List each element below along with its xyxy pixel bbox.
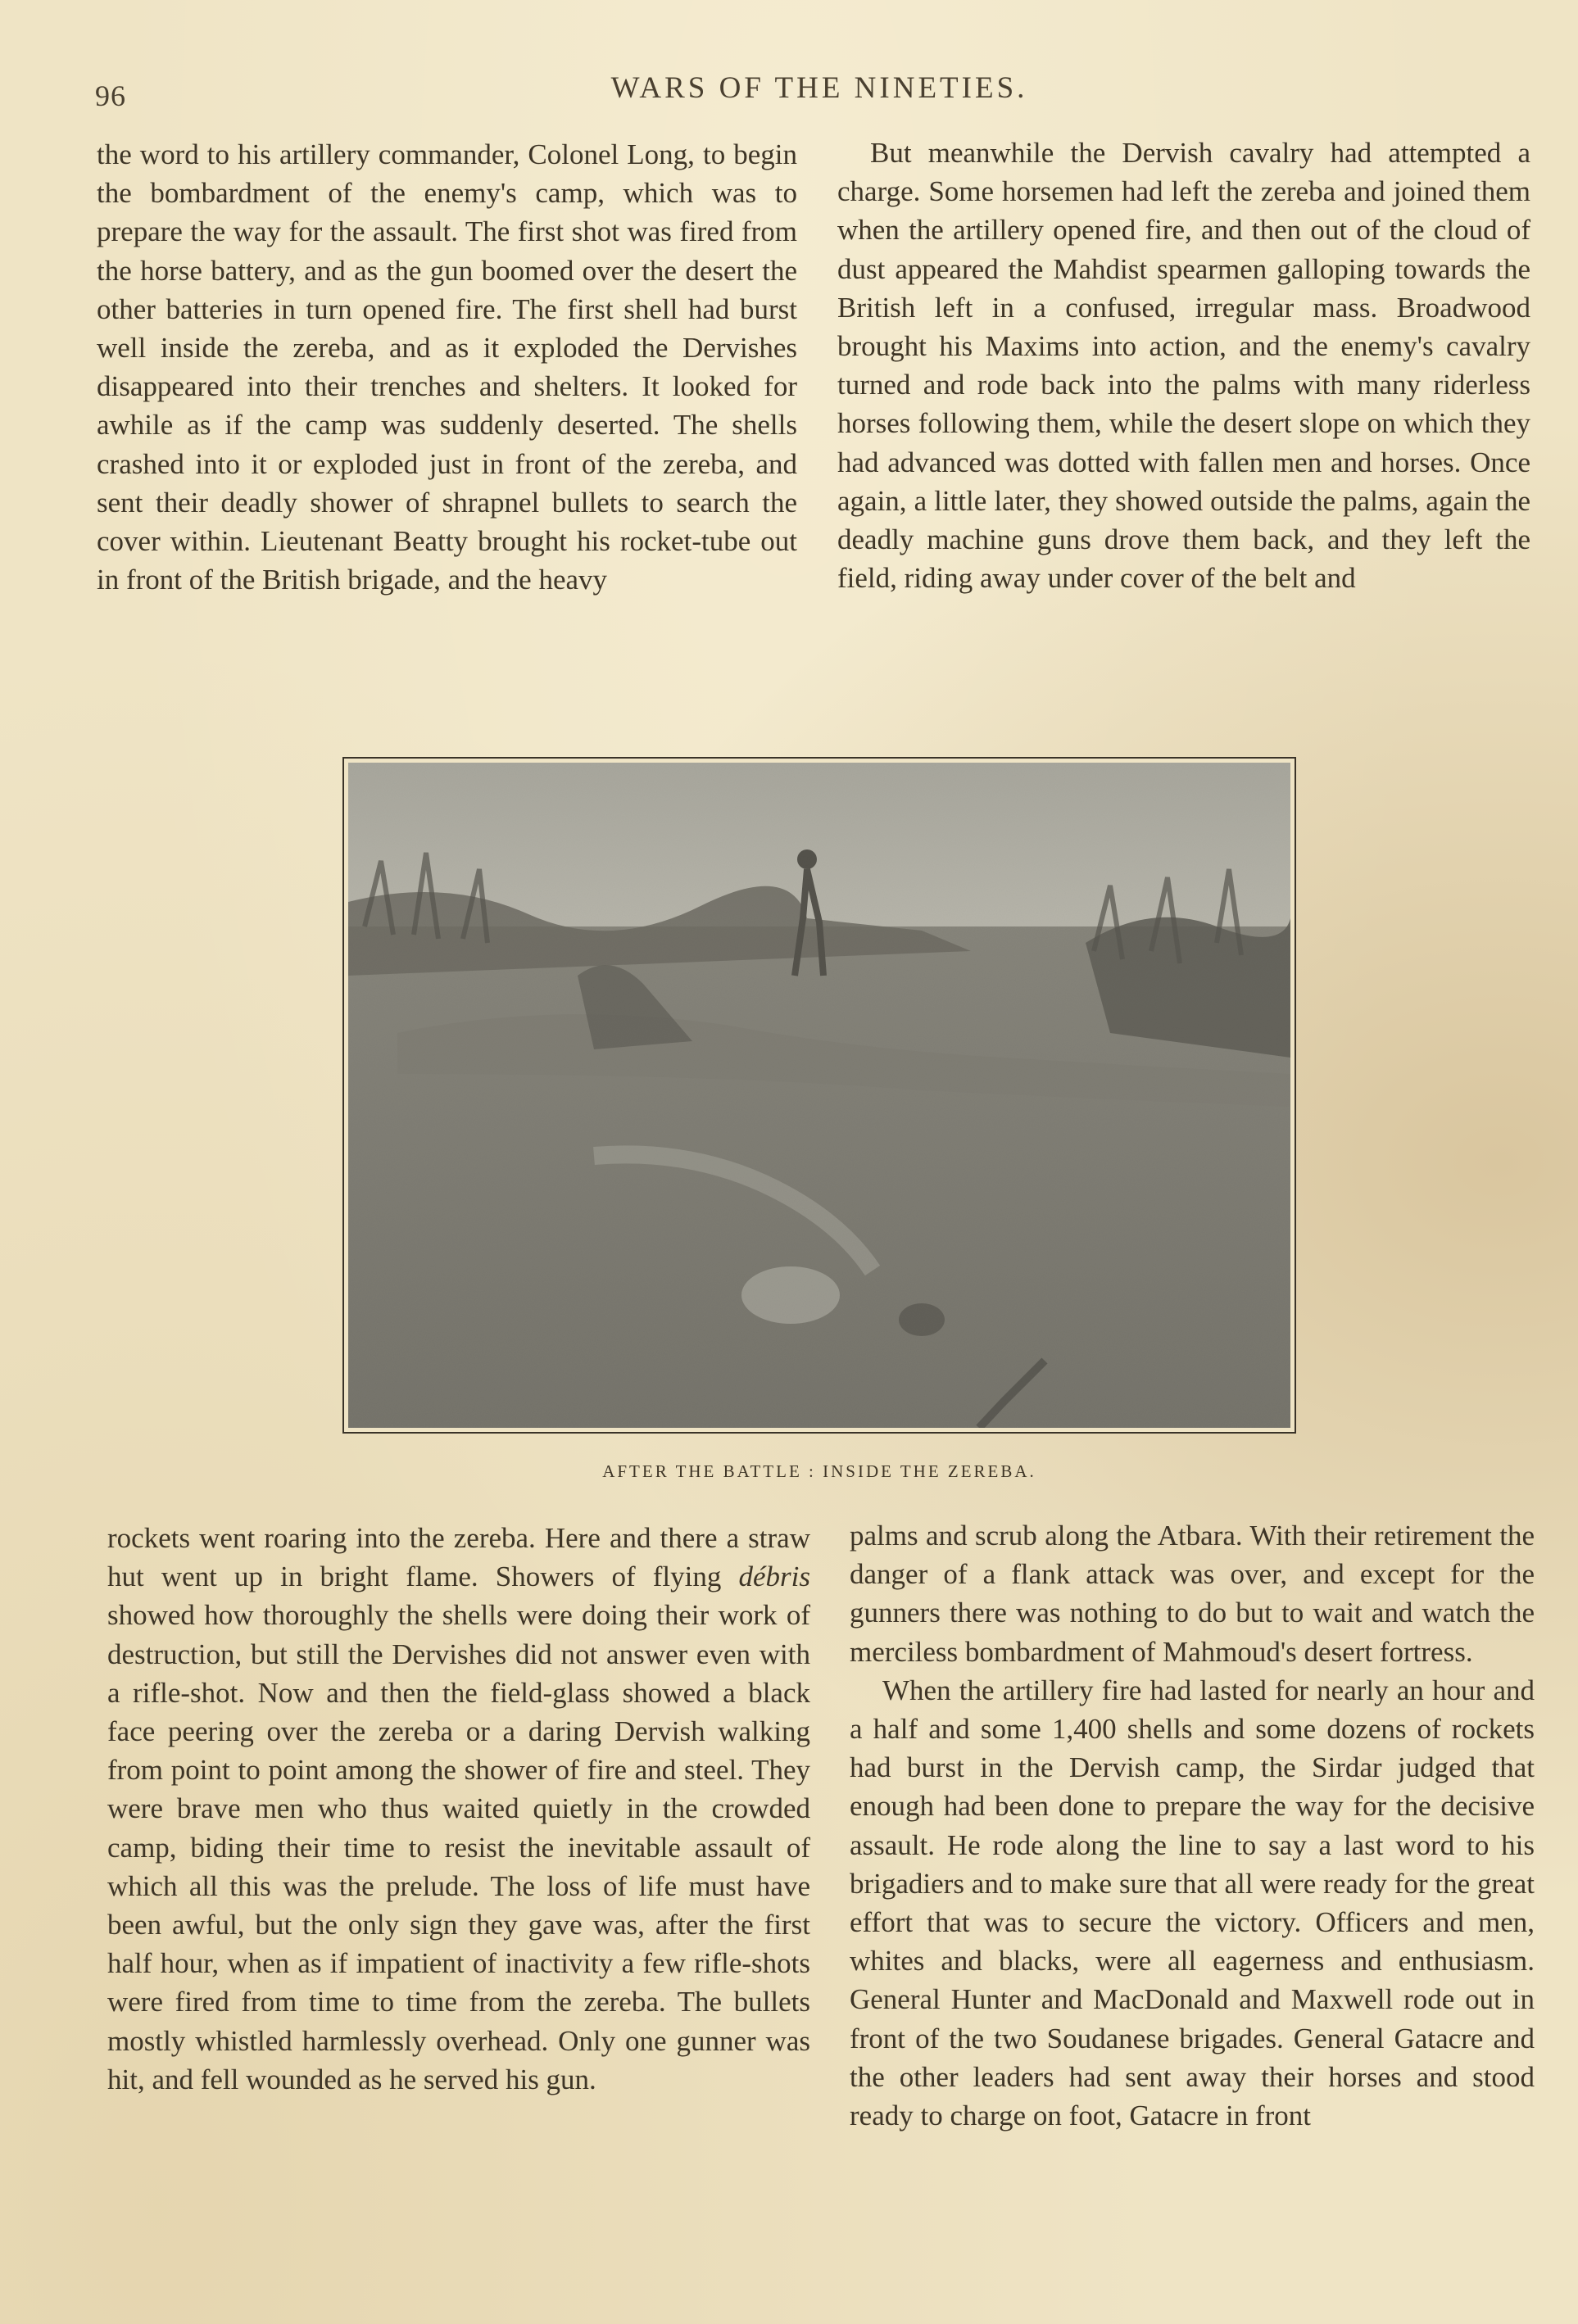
top-right-column [837, 134, 1530, 597]
text-segment: rockets went roaring into the zereba. Here and there a straw hut went up in bright flame. Showers of flying [107, 1522, 810, 1593]
top-left-column [97, 135, 797, 599]
bottom-right-paragraph-1: palms and scrub along the Atbara. With their retirement the danger of a flank attack was over, and except for the gunners there was nothing to do but to wait and watch the merciless bombardment of Mahmoud's desert fortress. [850, 1520, 1535, 1668]
running-head: WARS OF THE NINETIES. [610, 71, 1028, 105]
bottom-left-paragraph [107, 1519, 810, 2099]
text-segment: showed how thoroughly the shells were doing their work of destruction, but still the Dervishes did not answer even with a rifle-shot. Now and then the field-glass showed a black face peering over the zereba or a daring Dervish walking from point to point among the shower of fire and steel. They were brave men who thus waited quietly in the crowded camp, biding their time to resist the inevitable assault of which all this was the prelude. The loss of life must have been awful, but the only sign they gave was, after the first half hour, when as if impatient of inactivity a few rifle-shots were fired from time to time from the zereba. The bullets mostly whistled harmlessly overhead. Only one gunner was hit, and fell wounded as he served his gun. [107, 1599, 810, 2095]
page-number: 96 [95, 79, 126, 112]
top-left-paragraph: the word to his artillery commander, Colonel Long, to begin the bombardment of the enemy's camp, which was to prepare the way for the assault. The first shot was fired from the horse battery, and as the gun boomed over the desert the other batteries in turn opened fire. The first shell had burst well inside the zereba, and as it exploded the Dervishes disappeared into their trenches and shelters. It looked for awhile as if the camp was suddenly deserted. The shells crashed into it or exploded just in front of the zereba, and sent their deadly shower of shrapnel bullets to search the cover within. Lieutenant Beatty brought his rocket-tube out in front of the British brigade, and the heavy [97, 138, 797, 596]
bottom-right-column [850, 1516, 1535, 2135]
bottom-right-paragraph-2: When the artillery fire had lasted for nearly an hour and a half and some 1,400 shells and some dozens of rockets had burst in the Dervish camp, the Sirdar judged that enough had been done to prepare the way for the decisive assault. He rode along the line to say a last word to his brigadiers and to make sure that all were ready for the great effort that was to secure the victory. Officers and men, whites and blacks, were all eagerness and enthusiasm. General Hunter and MacDonald and Maxwell rode out in front of the two Soudanese brigades. General Gatacre and the other leaders had sent away their horses and stood ready to charge on foot, Gatacre in front [850, 1674, 1535, 2132]
figure-caption: AFTER THE BATTLE : INSIDE THE ZEREBA. [602, 1461, 1036, 1481]
italic-word: débris [738, 1561, 810, 1593]
zereba-photo-illustration [348, 763, 1290, 1428]
bottom-left-column [107, 1519, 810, 2099]
battle-photograph [342, 757, 1296, 1434]
top-right-paragraph: But meanwhile the Dervish cavalry had attempted a charge. Some horsemen had left the zereba and joined them when the artillery opened fire, and then out of the cloud of dust appeared the Mahdist spearmen galloping towards the British left in a confused, irregular mass. Broadwood brought his Maxims into action, and the enemy's cavalry turned and rode back into the palms with many riderless horses following them, while the desert slope on which they had advanced was dotted with fallen men and horses. Once again, a little later, they showed outside the palms, again the deadly machine guns drove them back, and they left the field, riding away under cover of the belt and [837, 137, 1530, 595]
